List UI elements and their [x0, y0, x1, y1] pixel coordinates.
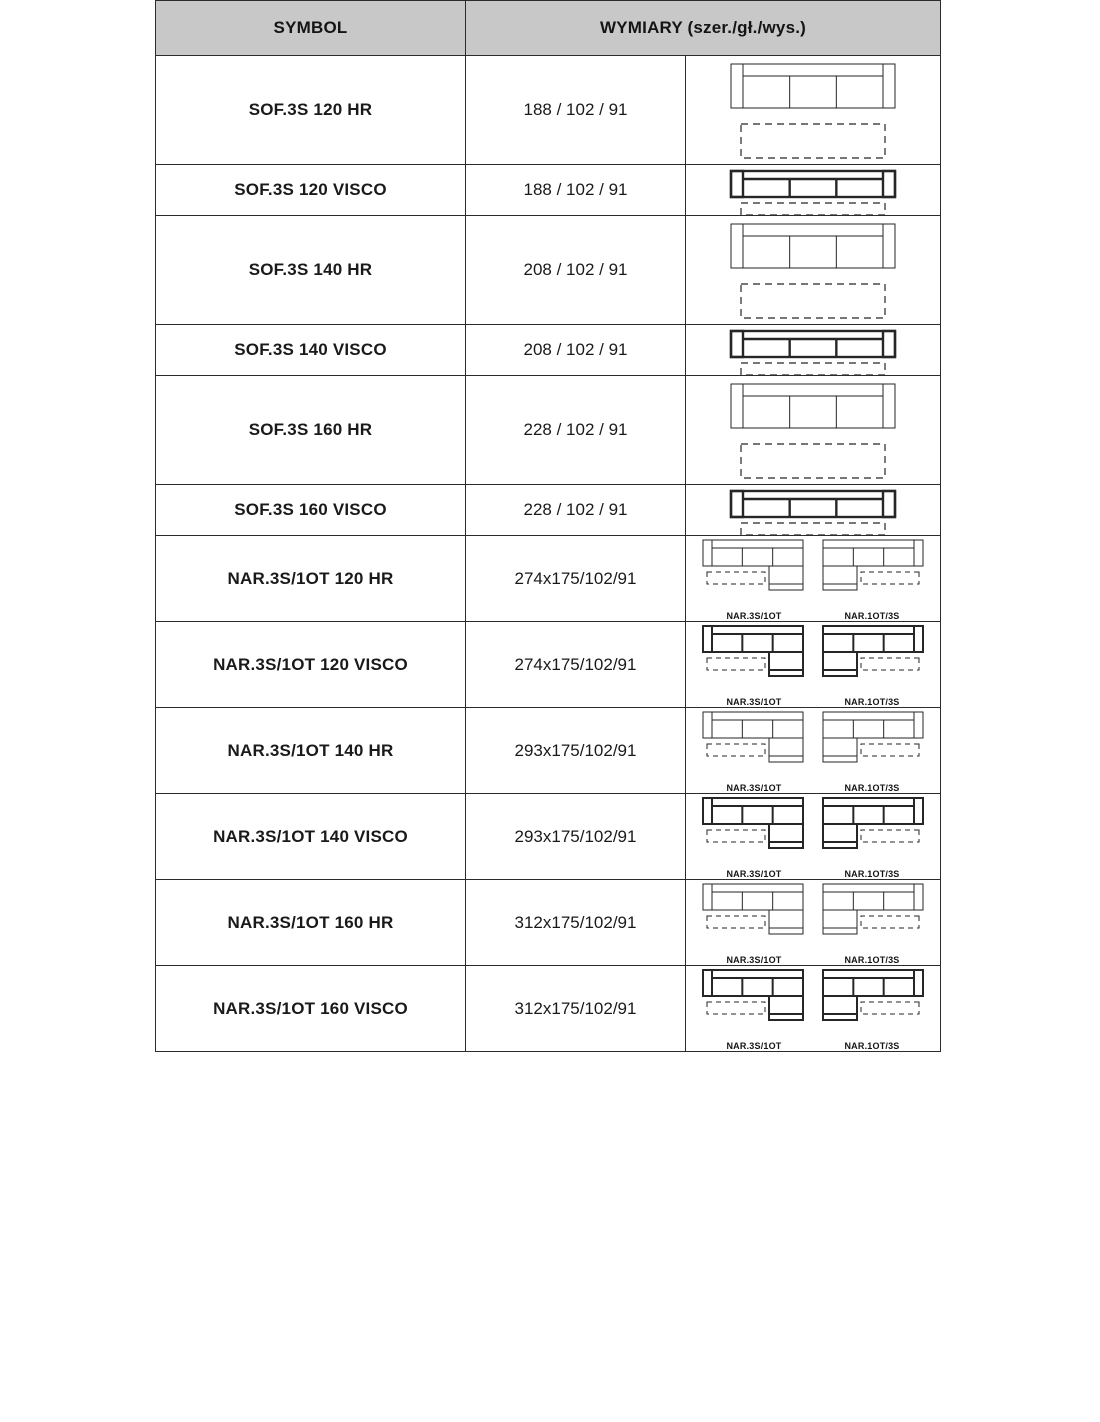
cell-dimensions: 293x175/102/91	[466, 708, 686, 794]
cell-dimensions: 188 / 102 / 91	[466, 165, 686, 216]
table-row	[156, 165, 941, 216]
product-dimensions-table	[155, 0, 941, 1052]
cell-dimensions: 188 / 102 / 91	[466, 56, 686, 165]
corner-sofa-left-icon	[816, 966, 928, 1051]
cell-drawing	[686, 708, 941, 794]
table-row	[156, 708, 941, 794]
corner-sofa-left-icon	[816, 880, 928, 965]
table-row	[156, 376, 941, 485]
corner-sofa-right-icon	[698, 708, 810, 793]
drawing-caption: NAR.3S/1OT	[726, 783, 782, 793]
cell-drawing	[686, 536, 941, 622]
table-row	[156, 966, 941, 1052]
corner-sofa-right-icon	[698, 794, 810, 879]
cell-drawing	[686, 966, 941, 1052]
cell-drawing	[686, 325, 941, 376]
cell-symbol: SOF.3S 160 VISCO	[156, 485, 466, 536]
corner-sofa-right-icon	[698, 966, 810, 1051]
cell-symbol: NAR.3S/1OT 120 HR	[156, 536, 466, 622]
drawing-caption: NAR.3S/1OT	[726, 869, 782, 879]
table-row	[156, 485, 941, 536]
corner-sofa-left-icon	[816, 536, 928, 621]
corner-sofa-right-icon	[698, 536, 810, 621]
drawing-caption: NAR.1OT/3S	[844, 783, 900, 793]
cell-symbol: SOF.3S 140 VISCO	[156, 325, 466, 376]
table-row	[156, 536, 941, 622]
cell-drawing	[686, 794, 941, 880]
cell-symbol: NAR.3S/1OT 160 HR	[156, 880, 466, 966]
drawing-caption: NAR.1OT/3S	[844, 697, 900, 707]
cell-dimensions: 274x175/102/91	[466, 622, 686, 708]
drawing-caption: NAR.3S/1OT	[726, 697, 782, 707]
cell-dimensions: 228 / 102 / 91	[466, 485, 686, 536]
table-row	[156, 622, 941, 708]
table-row	[156, 325, 941, 376]
cell-symbol: SOF.3S 120 HR	[156, 56, 466, 165]
drawing-caption: NAR.3S/1OT	[726, 1041, 782, 1051]
cell-drawing	[686, 622, 941, 708]
cell-drawing	[686, 485, 941, 536]
drawing-caption: NAR.1OT/3S	[844, 1041, 900, 1051]
corner-sofa-right-icon	[698, 880, 810, 965]
table-row	[156, 794, 941, 880]
cell-dimensions: 293x175/102/91	[466, 794, 686, 880]
corner-sofa-right-icon	[698, 622, 810, 707]
sofa-top-view-icon	[713, 485, 913, 535]
cell-drawing	[686, 880, 941, 966]
corner-sofa-left-icon	[816, 708, 928, 793]
sofa-top-view-icon	[713, 325, 913, 375]
cell-symbol: SOF.3S 120 VISCO	[156, 165, 466, 216]
table-row	[156, 216, 941, 325]
cell-dimensions: 312x175/102/91	[466, 880, 686, 966]
sofa-top-view-icon	[713, 56, 913, 164]
sofa-top-view-icon	[713, 376, 913, 484]
corner-sofa-left-icon	[816, 622, 928, 707]
cell-symbol: NAR.3S/1OT 140 HR	[156, 708, 466, 794]
cell-symbol: NAR.3S/1OT 160 VISCO	[156, 966, 466, 1052]
cell-drawing	[686, 56, 941, 165]
cell-symbol: SOF.3S 160 HR	[156, 376, 466, 485]
cell-symbol: NAR.3S/1OT 140 VISCO	[156, 794, 466, 880]
cell-dimensions: 312x175/102/91	[466, 966, 686, 1052]
sofa-top-view-icon	[713, 165, 913, 215]
cell-dimensions: 274x175/102/91	[466, 536, 686, 622]
column-header-dimensions: WYMIARY (szer./gł./wys.)	[466, 1, 941, 56]
drawing-caption: NAR.3S/1OT	[726, 955, 782, 965]
cell-dimensions: 208 / 102 / 91	[466, 216, 686, 325]
cell-symbol: NAR.3S/1OT 120 VISCO	[156, 622, 466, 708]
sofa-top-view-icon	[713, 216, 913, 324]
column-header-symbol: SYMBOL	[156, 1, 466, 56]
drawing-caption: NAR.1OT/3S	[844, 955, 900, 965]
drawing-caption: NAR.1OT/3S	[844, 611, 900, 621]
cell-symbol: SOF.3S 140 HR	[156, 216, 466, 325]
cell-drawing	[686, 376, 941, 485]
table-header-row	[156, 1, 941, 56]
cell-drawing	[686, 216, 941, 325]
cell-drawing	[686, 165, 941, 216]
drawing-caption: NAR.3S/1OT	[726, 611, 782, 621]
drawing-caption: NAR.1OT/3S	[844, 869, 900, 879]
table-row	[156, 56, 941, 165]
cell-dimensions: 228 / 102 / 91	[466, 376, 686, 485]
table-row	[156, 880, 941, 966]
table-body	[156, 56, 941, 1052]
table-header	[156, 1, 941, 56]
cell-dimensions: 208 / 102 / 91	[466, 325, 686, 376]
corner-sofa-left-icon	[816, 794, 928, 879]
